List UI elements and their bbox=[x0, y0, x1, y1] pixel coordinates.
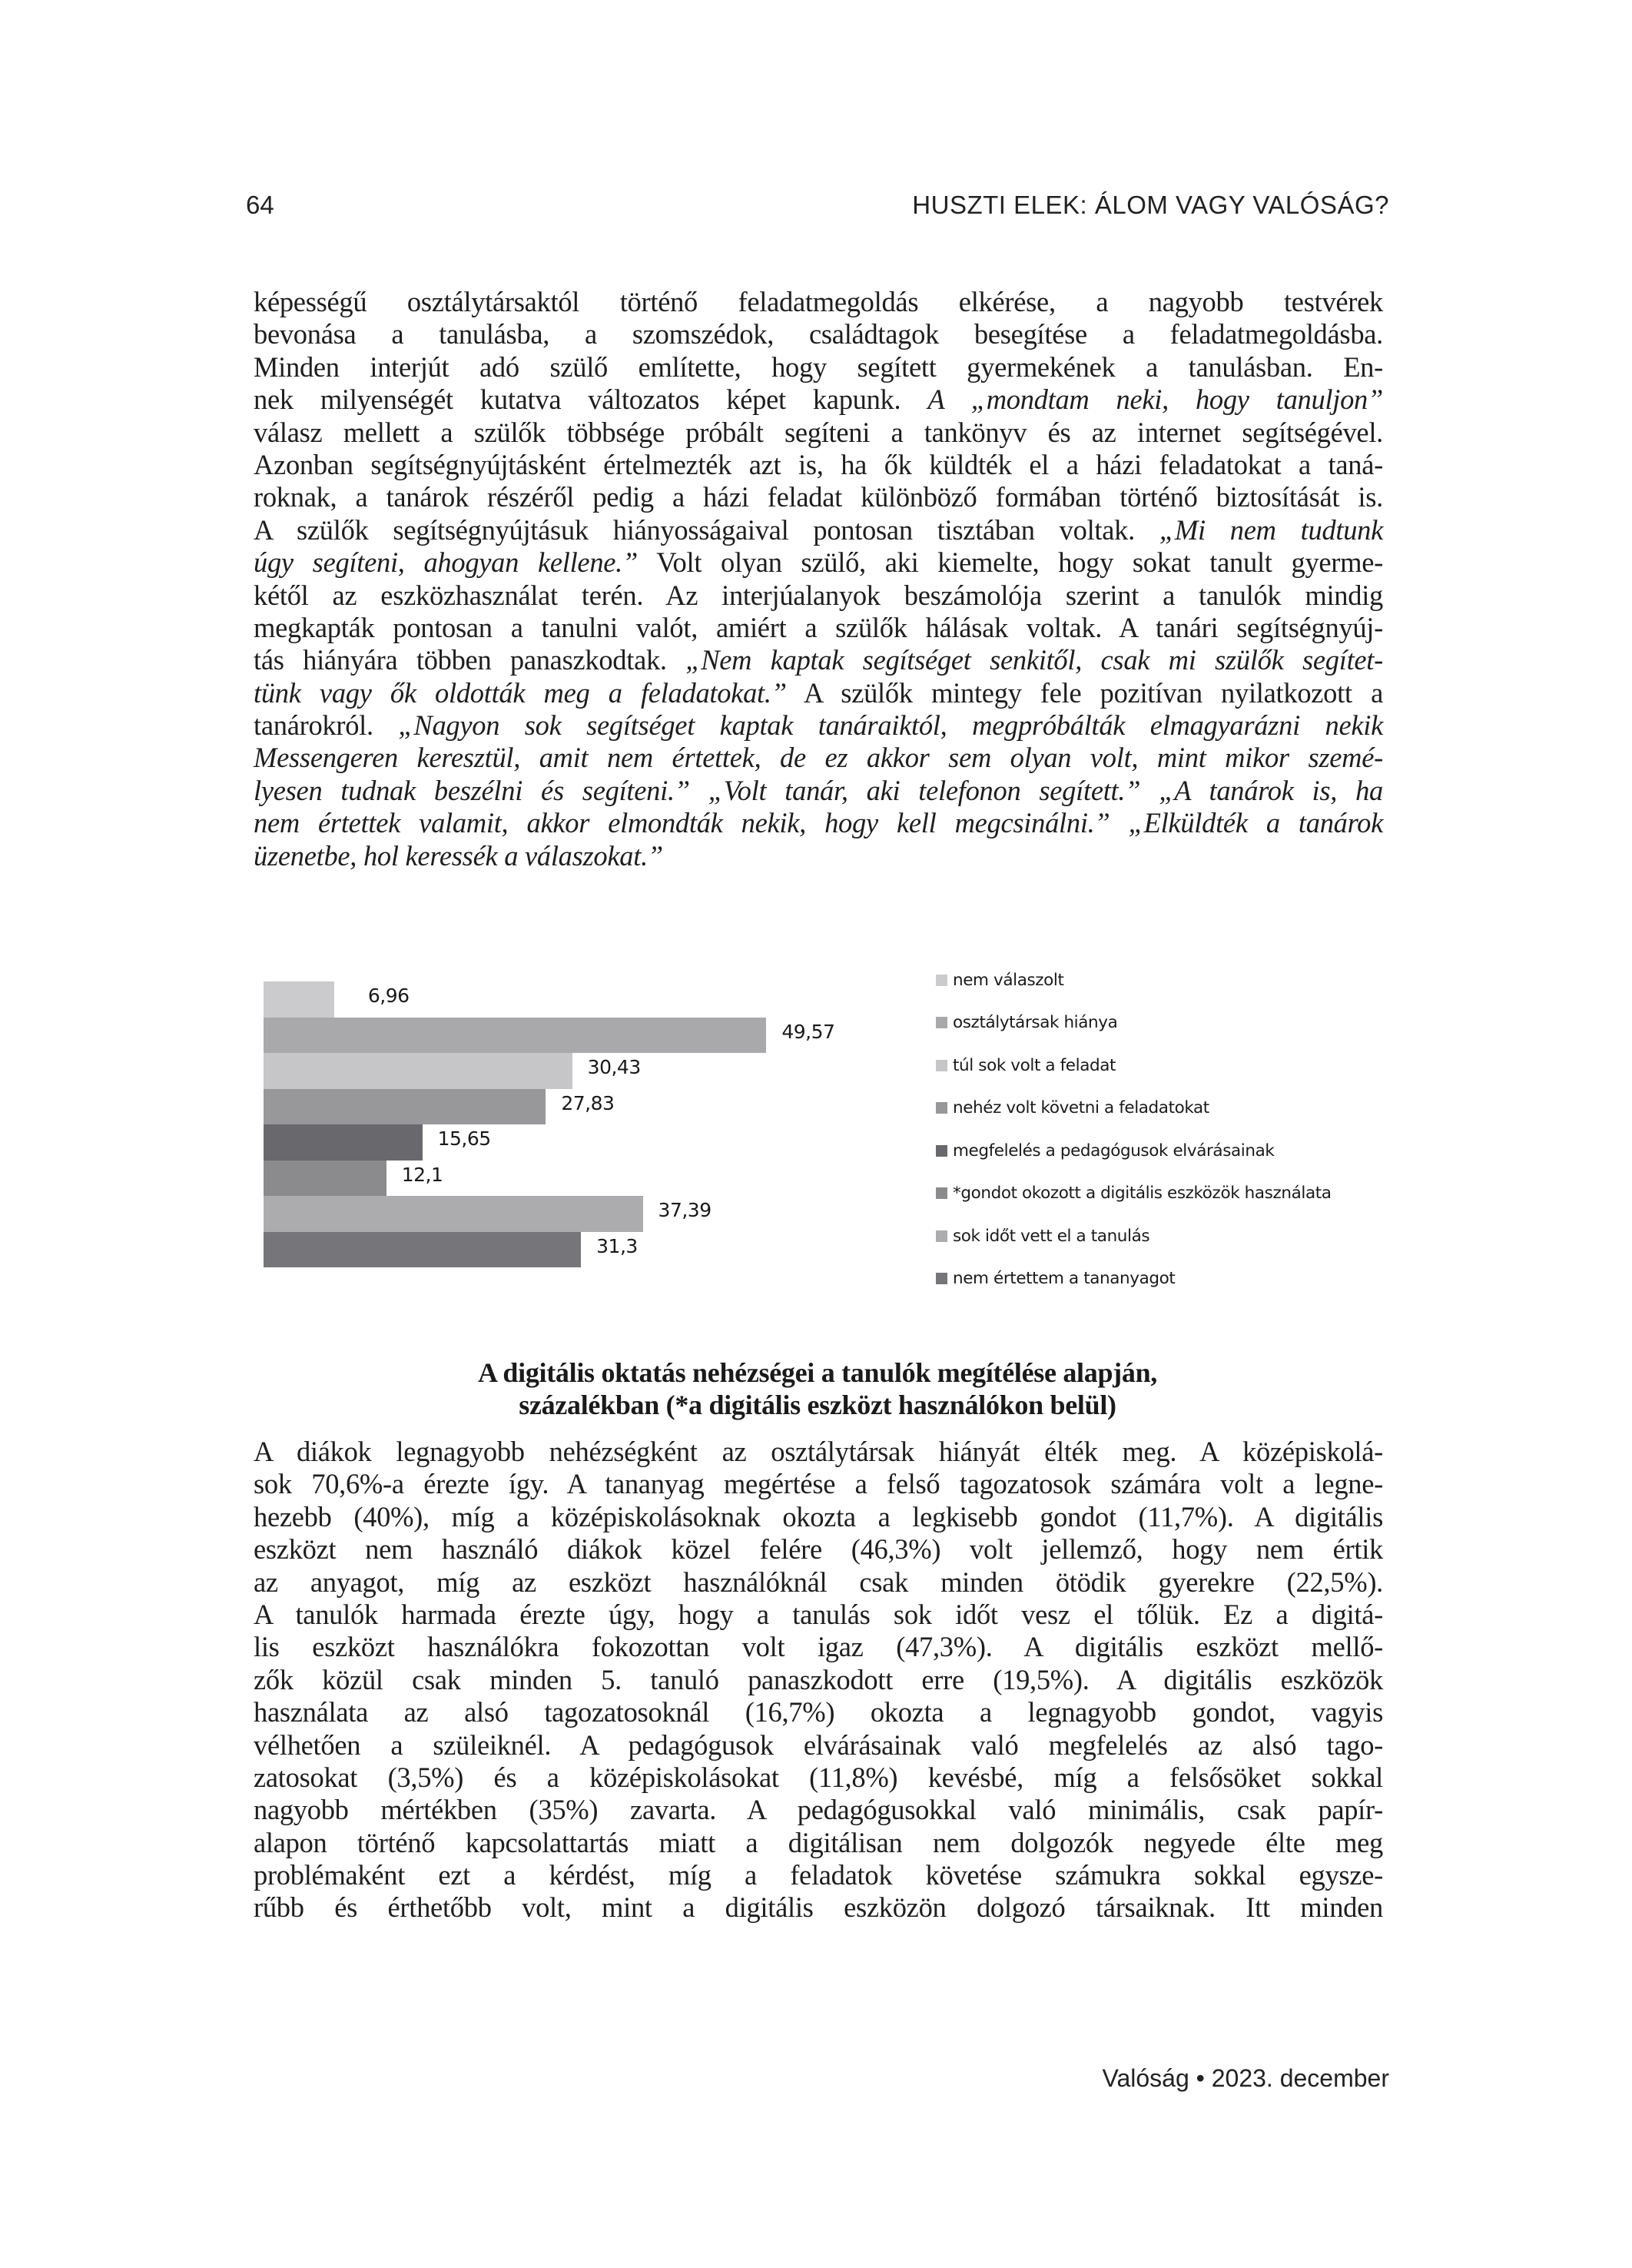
text-line bbox=[254, 807, 1383, 839]
italic-quote: úgy segíteni, ahogyan kellene.” bbox=[254, 546, 638, 579]
text-run: Minden interjút adó szülő említette, hogy segített gyermekének a tanulásban. En- bbox=[254, 350, 1383, 383]
text-line bbox=[254, 481, 1383, 513]
text-line bbox=[254, 1762, 1383, 1794]
legend-item bbox=[936, 1224, 1149, 1247]
text-run: képességű osztálytársaktól történő feladatmegoldás elkérése, a nagyobb testvérek bbox=[254, 286, 1383, 317]
bar-value-label: 31,3 bbox=[596, 1234, 638, 1257]
text-line bbox=[254, 1696, 1383, 1728]
text-line bbox=[254, 1891, 1383, 1924]
italic-quote: tünk vagy ők oldották meg a feladatokat.” bbox=[254, 676, 787, 709]
text-run: alapon történő kapcsolattartás miatt a digitálisan nem dolgozók negyede élte meg bbox=[254, 1826, 1383, 1858]
italic-quote: Messengeren keresztül, amit nem értettek, de ez akkor sem olyan volt, mint mikor szemé- bbox=[254, 742, 1383, 774]
running-title: HUSZTI ELEK: ÁLOM VAGY VALÓSÁG? bbox=[912, 191, 1389, 219]
bar-value-label: 37,39 bbox=[658, 1199, 712, 1221]
legend-item bbox=[936, 1097, 1209, 1120]
text-run: bevonása a tanulásba, a szomszédok, családtagok besegítése a feladatmegoldásba. bbox=[254, 318, 1383, 350]
italic-quote: lyesen tudnak beszélni és segíteni.” „Volt tanár, aki telefonon segített.” „A tanárok is, ha bbox=[254, 774, 1383, 806]
text-run: kétől az eszközhasználat terén. Az interjúalanyok beszámolója szerint a tanulók mindig bbox=[254, 579, 1383, 611]
text-line bbox=[254, 1859, 1383, 1891]
text-line bbox=[254, 1566, 1383, 1599]
text-line bbox=[254, 1827, 1383, 1859]
text-run: tanárokról. bbox=[254, 709, 399, 742]
text-line bbox=[254, 351, 1383, 384]
legend-swatch-icon bbox=[936, 975, 947, 986]
legend-swatch-icon bbox=[936, 1060, 947, 1071]
text-run: vélhetően a szüleiknél. A pedagógusok elvárásainak való megfelelés az alsó tago- bbox=[254, 1728, 1383, 1761]
legend-label: sok időt vett el a tanulás bbox=[953, 1226, 1150, 1246]
italic-quote: „Nem kaptak segítséget senkitől, csak mi szülők segítet- bbox=[685, 644, 1384, 676]
text-line bbox=[254, 1631, 1383, 1663]
text-run: megkapták pontosan a tanulni valót, amiért a szülők hálásak voltak. A tanári segítségnyúj- bbox=[254, 611, 1383, 643]
bar bbox=[264, 1018, 766, 1054]
figure-caption bbox=[246, 1356, 1389, 1421]
text-line bbox=[254, 1729, 1383, 1762]
text-run: problémaként ezt a kérdést, míg a feladatok követése számukra sokkal egysze- bbox=[254, 1859, 1383, 1891]
text-run: zők közül csak minden 5. tanuló panaszkodott erre (19,5%). A digitális eszközök bbox=[254, 1663, 1383, 1695]
text-run: Volt olyan szülő, aki kiemelte, hogy sokat tanult gyerme- bbox=[638, 546, 1383, 579]
legend-swatch-icon bbox=[936, 1017, 947, 1028]
text-run: A tanulók harmada érezte úgy, hogy a tanulás sok időt vesz el tőlük. Ez a digitá- bbox=[254, 1598, 1383, 1630]
text-line bbox=[254, 579, 1383, 612]
legend-item bbox=[936, 968, 1064, 991]
legend-label: osztálytársak hiánya bbox=[953, 1013, 1118, 1032]
text-run: rűbb és érthetőbb volt, mint a digitális eszközön dolgozó társaiknak. Itt minden bbox=[254, 1891, 1383, 1924]
bar bbox=[264, 1124, 423, 1161]
text-run: válasz mellett a szülők többsége próbált segíteni a tankönyv és az internet segítségével. bbox=[254, 416, 1383, 448]
text-run: sok 70,6%-a érezte így. A tananyag megértése a felső tagozatosok számára volt a legne- bbox=[254, 1468, 1383, 1500]
italic-quote: „Mi nem tudtunk bbox=[1159, 513, 1383, 546]
legend-label: nem értettem a tananyagot bbox=[953, 1269, 1176, 1288]
caption-line-2: százalékban (*a digitális eszközt használókon belül) bbox=[519, 1390, 1116, 1420]
legend-label: *gondot okozott a digitális eszközök használata bbox=[953, 1184, 1332, 1203]
bar-value-label: 30,43 bbox=[587, 1056, 641, 1078]
text-run: nagyobb mértékben (35%) zavarta. A pedagógusokkal való minimális, csak papír- bbox=[254, 1794, 1383, 1826]
bar-value-label: 15,65 bbox=[437, 1127, 491, 1150]
text-run: nek milyenségét kutatva változatos képet kapunk. bbox=[254, 384, 928, 416]
text-line bbox=[254, 384, 1383, 416]
bar bbox=[264, 1089, 546, 1125]
italic-quote: nem értettek valamit, akkor elmondták nekik, hogy kell megcsinálni.” „Elküldték a tanárok bbox=[254, 807, 1383, 839]
text-run: roknak, a tanárok részéről pedig a házi feladat különböző formában történő biztosítását is. bbox=[254, 481, 1383, 513]
text-line bbox=[254, 1436, 1383, 1468]
text-run: zatosokat (3,5%) és a középiskolásokat (11,8%) kevésbé, míg a felsősöket sokkal bbox=[254, 1761, 1383, 1793]
legend-swatch-icon bbox=[936, 1102, 947, 1114]
legend-label: nehéz volt követni a feladatokat bbox=[953, 1098, 1209, 1117]
caption-line-1: A digitális oktatás nehézségei a tanulók megítélése alapján, bbox=[478, 1357, 1157, 1388]
text-line bbox=[254, 417, 1383, 449]
text-run: Azonban segítségnyújtásként értelmezték azt is, ha ők küldték el a házi feladatokat a taná- bbox=[254, 448, 1383, 480]
legend-swatch-icon bbox=[936, 1230, 947, 1242]
legend-item bbox=[936, 1054, 1116, 1077]
bar-value-label: 49,57 bbox=[781, 1020, 835, 1043]
bar bbox=[264, 1053, 572, 1089]
legend-item bbox=[936, 1182, 1332, 1205]
text-run: lis eszközt használókra fokozottan volt igaz (47,3%). A digitális eszközt mellő- bbox=[254, 1631, 1383, 1663]
italic-quote: „Nagyon sok segítséget kaptak tanáraiktól, megpróbálták elmagyarázni nekik bbox=[398, 709, 1383, 742]
horizontal-bar-chart bbox=[264, 981, 1393, 1289]
bar-value-label: 12,1 bbox=[401, 1163, 443, 1186]
legend-swatch-icon bbox=[936, 1145, 947, 1157]
text-line bbox=[254, 742, 1383, 774]
bar-value-label: 6,96 bbox=[367, 985, 410, 1007]
bar bbox=[264, 1196, 643, 1232]
bar bbox=[264, 981, 334, 1018]
legend-label: túl sok volt a feladat bbox=[953, 1055, 1116, 1075]
text-line bbox=[254, 840, 1383, 872]
text-run: eszközt nem használó diákok közel felére (46,3%) volt jellemző, hogy nem értik bbox=[254, 1533, 1383, 1566]
text-run: hezebb (40%), míg a középiskolásoknak okozta a legkisebb gondot (11,7%). A digitális bbox=[254, 1500, 1383, 1532]
text-line bbox=[254, 1599, 1383, 1631]
text-line bbox=[254, 286, 1383, 318]
text-line bbox=[254, 1501, 1383, 1533]
legend-item bbox=[936, 1011, 1117, 1034]
text-line bbox=[254, 612, 1383, 644]
page-footer: Valóság • 2023. december bbox=[1102, 2064, 1389, 2092]
body-paragraph-2 bbox=[254, 1436, 1383, 1924]
bar bbox=[264, 1161, 386, 1197]
page-number: 64 bbox=[246, 191, 274, 219]
legend-label: megfelelés a pedagógusok elvárásainak bbox=[953, 1141, 1275, 1161]
text-line bbox=[254, 644, 1383, 676]
text-run: A szülők mintegy fele pozitívan nyilatkozott a bbox=[786, 676, 1383, 709]
text-line bbox=[254, 709, 1383, 742]
text-run: használata az alsó tagozatosoknál (16,7%) okozta a legnagyobb gondot, vagyis bbox=[254, 1696, 1383, 1728]
legend-label: nem válaszolt bbox=[953, 970, 1064, 990]
italic-quote: üzenetbe, hol keressék a válaszokat.” bbox=[254, 839, 663, 872]
text-run: A diákok legnagyobb nehézségként az osztálytársak hiányát élték meg. A középiskolá- bbox=[254, 1436, 1383, 1467]
bar bbox=[264, 1232, 581, 1268]
text-line bbox=[254, 514, 1383, 546]
text-line bbox=[254, 449, 1383, 481]
text-line bbox=[254, 318, 1383, 350]
legend-item bbox=[936, 1267, 1175, 1290]
text-line bbox=[254, 546, 1383, 579]
legend-swatch-icon bbox=[936, 1187, 947, 1199]
legend-swatch-icon bbox=[936, 1273, 947, 1284]
text-line bbox=[254, 1533, 1383, 1566]
text-run: tás hiányára többen panaszkodtak. bbox=[254, 644, 686, 676]
text-run: A szülők segítségnyújtásuk hiányosságaival pontosan tisztában voltak. bbox=[254, 513, 1159, 546]
text-run: az anyagot, míg az eszközt használóknál csak minden ötödik gyerekre (22,5%). bbox=[254, 1566, 1383, 1598]
text-line bbox=[254, 1794, 1383, 1826]
text-line bbox=[254, 1664, 1383, 1696]
legend-item bbox=[936, 1139, 1274, 1162]
body-paragraph-1 bbox=[254, 286, 1383, 872]
running-header bbox=[246, 191, 1389, 224]
text-line bbox=[254, 775, 1383, 807]
bar-value-label: 27,83 bbox=[561, 1091, 615, 1114]
italic-quote: A „mondtam neki, hogy tanuljon” bbox=[927, 384, 1383, 416]
text-line bbox=[254, 1468, 1383, 1500]
text-line bbox=[254, 677, 1383, 709]
